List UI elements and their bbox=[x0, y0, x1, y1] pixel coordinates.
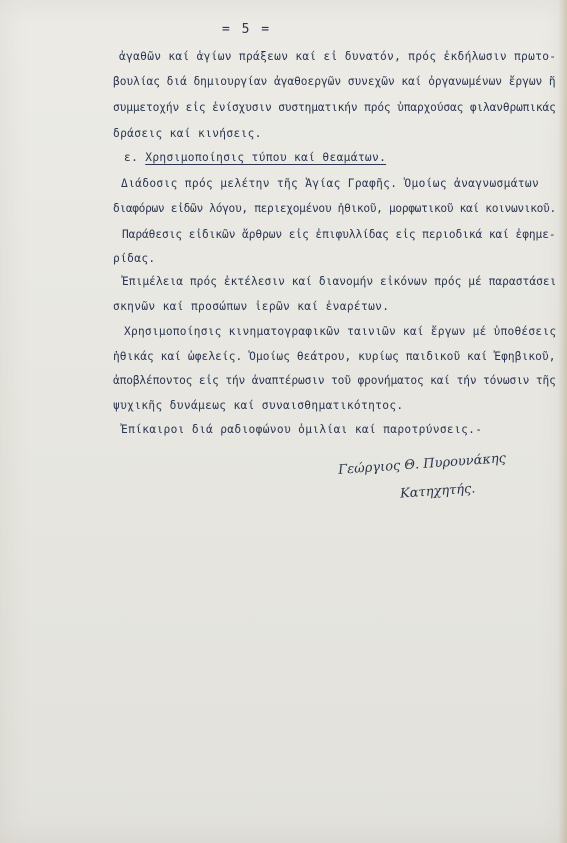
text-line: Παράθεσις εἰδικῶν ἄρθρων εἰς ἐπιφυλλίδας εἰς περιοδικά καί ἐφημε- bbox=[122, 228, 556, 241]
page-number: = 5 = bbox=[222, 22, 272, 37]
text-line: Ἐπιμέλεια πρός ἐκτέλεσιν καί διανομήν εἰκόνων πρός μέ παραστάσει bbox=[122, 275, 557, 288]
text-line: ἀγαθῶν καί ἁγίων πράξεων καί εἰ δυνατόν, πρός ἐκδήλωσιν πρωτο- bbox=[119, 50, 557, 63]
signature-name: Γεώργιος Θ. Πυρουνάκης bbox=[337, 451, 507, 478]
signature-title: Κατηχητής. bbox=[399, 481, 476, 502]
section-heading-number: ε. bbox=[124, 151, 139, 164]
text-line: Διάδοσις πρός μελέτην τῆς Ἁγίας Γραφῆς. Ὁμοίως ἀναγνωσμάτων bbox=[121, 177, 540, 190]
text-line: Ἐπίκαιροι διά ραδιοφώνου ὁμιλίαι καί παροτρύνσεις.- bbox=[121, 423, 483, 436]
text-line: ἀποβλέποντος εἰς τήν ἀναπτέρωσιν τοῦ φρονήματος καί τήν τόνωσιν τῆς bbox=[113, 374, 556, 387]
text-line: δράσεις καί κινήσεις. bbox=[113, 127, 262, 140]
text-line: βουλίας διά δημιουργίαν ἀγαθοεργῶν συνεχῶν καί ὀργανωμένων ἔργων ἤ bbox=[113, 75, 556, 88]
text-line: σκηνῶν καί προσώπων ἱερῶν καί ἐναρέτων. bbox=[113, 300, 390, 313]
text-line: συμμετοχήν εἰς ἐνίσχυσιν συστηματικήν πρός ὑπαρχούσας φιλανθρωπικάς bbox=[113, 101, 556, 114]
section-heading bbox=[124, 151, 386, 165]
paper-edge bbox=[558, 0, 567, 843]
text-line: Χρησιμοποίησις κινηματογραφικῶν ταινιῶν καί ἔργων μέ ὑποθέσεις bbox=[124, 325, 557, 338]
text-line: ἠθικάς καί ὠφελείς. Ὁμοίως θεάτρου, κυρίως παιδικοῦ καί Ἐφηβικοῦ, bbox=[113, 350, 556, 363]
text-line: διαφόρων εἰδῶν λόγου, περιεχομένου ἠθικοῦ, μορφωτικοῦ καί κοινωνικοῦ. bbox=[113, 202, 556, 215]
text-line: ψυχικῆς δυνάμεως καί συναισθηματικότητος. bbox=[113, 399, 404, 412]
text-line: ρίδας. bbox=[113, 252, 156, 265]
section-heading-text: Χρησιμοποίησις τύπου καί θεαμάτων. bbox=[145, 151, 387, 164]
